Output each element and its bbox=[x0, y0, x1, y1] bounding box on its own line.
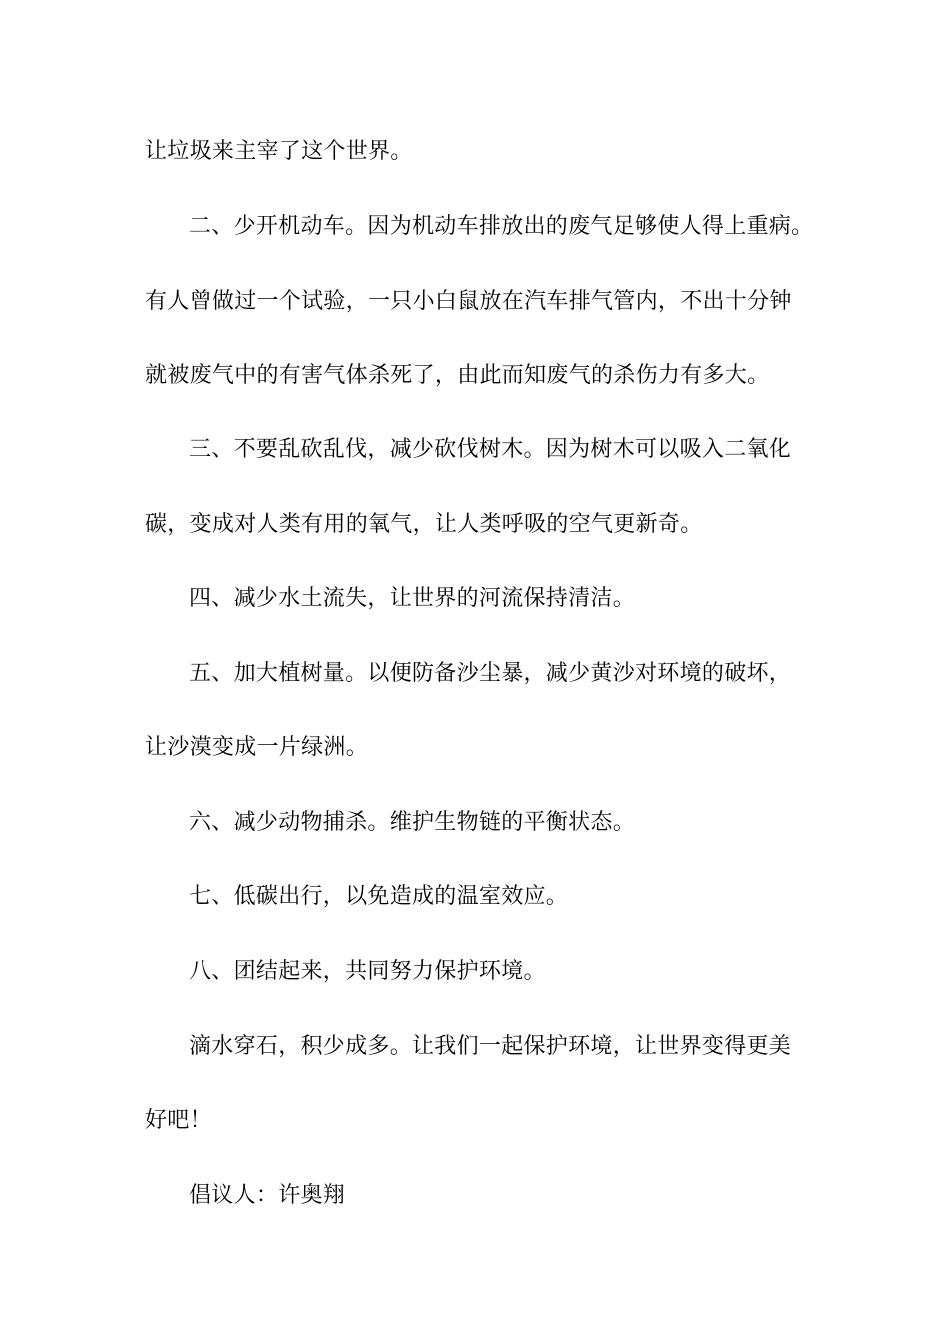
text-line-10: 六、减少动物捕杀。维护生物链的平衡状态。 bbox=[189, 810, 636, 835]
signature-line: 倡议人：许奥翔 bbox=[189, 1183, 346, 1208]
text-line-13: 滴水穿石，积少成多。让我们一起保护环境，让世界变得更美 bbox=[189, 1034, 792, 1059]
text-line-14: 好吧！ bbox=[145, 1108, 212, 1133]
text-line-12: 八、团结起来，共同努力保护环境。 bbox=[189, 959, 546, 984]
text-line-9: 让沙漠变成一片绿洲。 bbox=[145, 735, 369, 760]
text-line-1: 让垃圾来主宰了这个世界。 bbox=[145, 139, 413, 164]
text-line-11: 七、低碳出行，以免造成的温室效应。 bbox=[189, 884, 569, 909]
text-line-2: 二、少开机动车。因为机动车排放出的废气足够使人得上重病。 bbox=[189, 214, 814, 239]
text-line-4: 就被废气中的有害气体杀死了，由此而知废气的杀伤力有多大。 bbox=[145, 363, 770, 388]
text-line-3: 有人曾做过一个试验，一只小白鼠放在汽车排气管内，不出十分钟 bbox=[145, 289, 792, 314]
text-line-8: 五、加大植树量。以便防备沙尘暴，减少黄沙对环境的破坏， bbox=[189, 661, 792, 686]
text-line-7: 四、减少水土流失，让世界的河流保持清洁。 bbox=[189, 586, 636, 611]
text-line-6: 碳，变成对人类有用的氧气，让人类呼吸的空气更新奇。 bbox=[145, 512, 703, 537]
text-line-5: 三、不要乱砍乱伐，减少砍伐树木。因为树木可以吸入二氧化 bbox=[189, 437, 792, 462]
